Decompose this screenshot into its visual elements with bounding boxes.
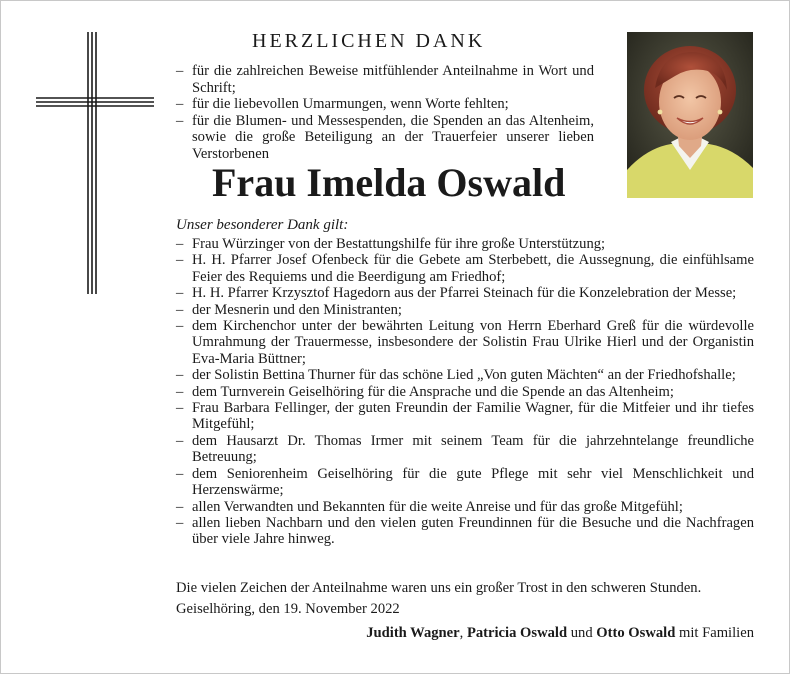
- list-item: – dem Hausarzt Dr. Thomas Irmer mit seinem Team für die jahrzehntelange freundliche Betreuung;: [176, 433, 754, 466]
- thanks-intro: Unser besonderer Dank gilt:: [176, 217, 349, 233]
- signature-name: Patricia Oswald: [466, 625, 568, 641]
- thanks-general-list: [176, 63, 594, 163]
- cross-icon: [30, 32, 160, 294]
- list-item: – der Solistin Bettina Thurner für das schöne Lied „Von guten Mächten“ an der Friedhofshalle;: [176, 367, 754, 383]
- signature-separator: ,: [459, 625, 464, 641]
- deceased-name: Frau Imelda Oswald: [212, 160, 566, 205]
- list-item: – allen lieben Nachbarn und den vielen guten Freundinnen für die Besuche und die Nachfragen über viele Jahre hinweg.: [176, 515, 754, 548]
- list-item: – Frau Würzinger von der Bestattungshilfe für ihre große Unterstützung;: [176, 236, 754, 252]
- list-item: – H. H. Pfarrer Krzysztof Hagedorn aus der Pfarrei Steinach für die Konzelebration der Messe;: [176, 285, 754, 301]
- closing-sentence: Die vielen Zeichen der Anteilnahme waren uns ein großer Trost in den schweren Stunden.: [176, 580, 702, 596]
- list-item: – der Mesnerin und den Ministranten;: [176, 302, 754, 318]
- signature-line: [366, 625, 754, 642]
- list-item: – Frau Barbara Fellinger, der guten Freundin der Familie Wagner, für die Mitfeier und ihr tiefes Mitgefühl;: [176, 400, 754, 433]
- place-date: Geiselhöring, den 19. November 2022: [176, 601, 400, 617]
- list-item: – für die zahlreichen Beweise mitfühlender Anteilnahme in Wort und Schrift;: [176, 63, 594, 96]
- special-thanks-list: [176, 236, 754, 548]
- signature-name: Judith Wagner: [366, 625, 460, 641]
- signature-name: Otto Oswald: [596, 625, 676, 641]
- list-item: – allen Verwandten und Bekannten für die weite Anreise und für das große Mitgefühl;: [176, 499, 754, 515]
- signature-suffix: mit Familien: [679, 625, 754, 641]
- portrait-photo: [627, 32, 753, 198]
- list-item: – für die Blumen- und Messespenden, die Spenden an das Altenheim, sowie die große Beteiligung an der Trauerfeier unserer lieben Verstorbenen: [176, 113, 594, 163]
- list-item: – dem Seniorenheim Geiselhöring für die gute Pflege mit sehr viel Menschlichkeit und Herzenswärme;: [176, 466, 754, 499]
- list-item: – H. H. Pfarrer Josef Ofenbeck für die Gebete am Sterbebett, die Aussegnung, die einfühlsame Feier des Requiems und die Beerdigung am Friedhof;: [176, 252, 754, 285]
- list-item: – dem Kirchenchor unter der bewährten Leitung von Herrn Eberhard Greß für die würdevolle Umrahmung der Trauermesse, insbesondere der Solistin Frau Ulrike Hierl und der Organistin Eva-Maria Büttner;: [176, 318, 754, 367]
- list-item: – dem Turnverein Geiselhöring für die Ansprache und die Spende an das Altenheim;: [176, 384, 754, 400]
- list-item: – für die liebevollen Umarmungen, wenn Worte fehlten;: [176, 96, 594, 113]
- page-title: HERZLICHEN DANK: [252, 30, 486, 52]
- signature-conjunction: und: [570, 625, 593, 641]
